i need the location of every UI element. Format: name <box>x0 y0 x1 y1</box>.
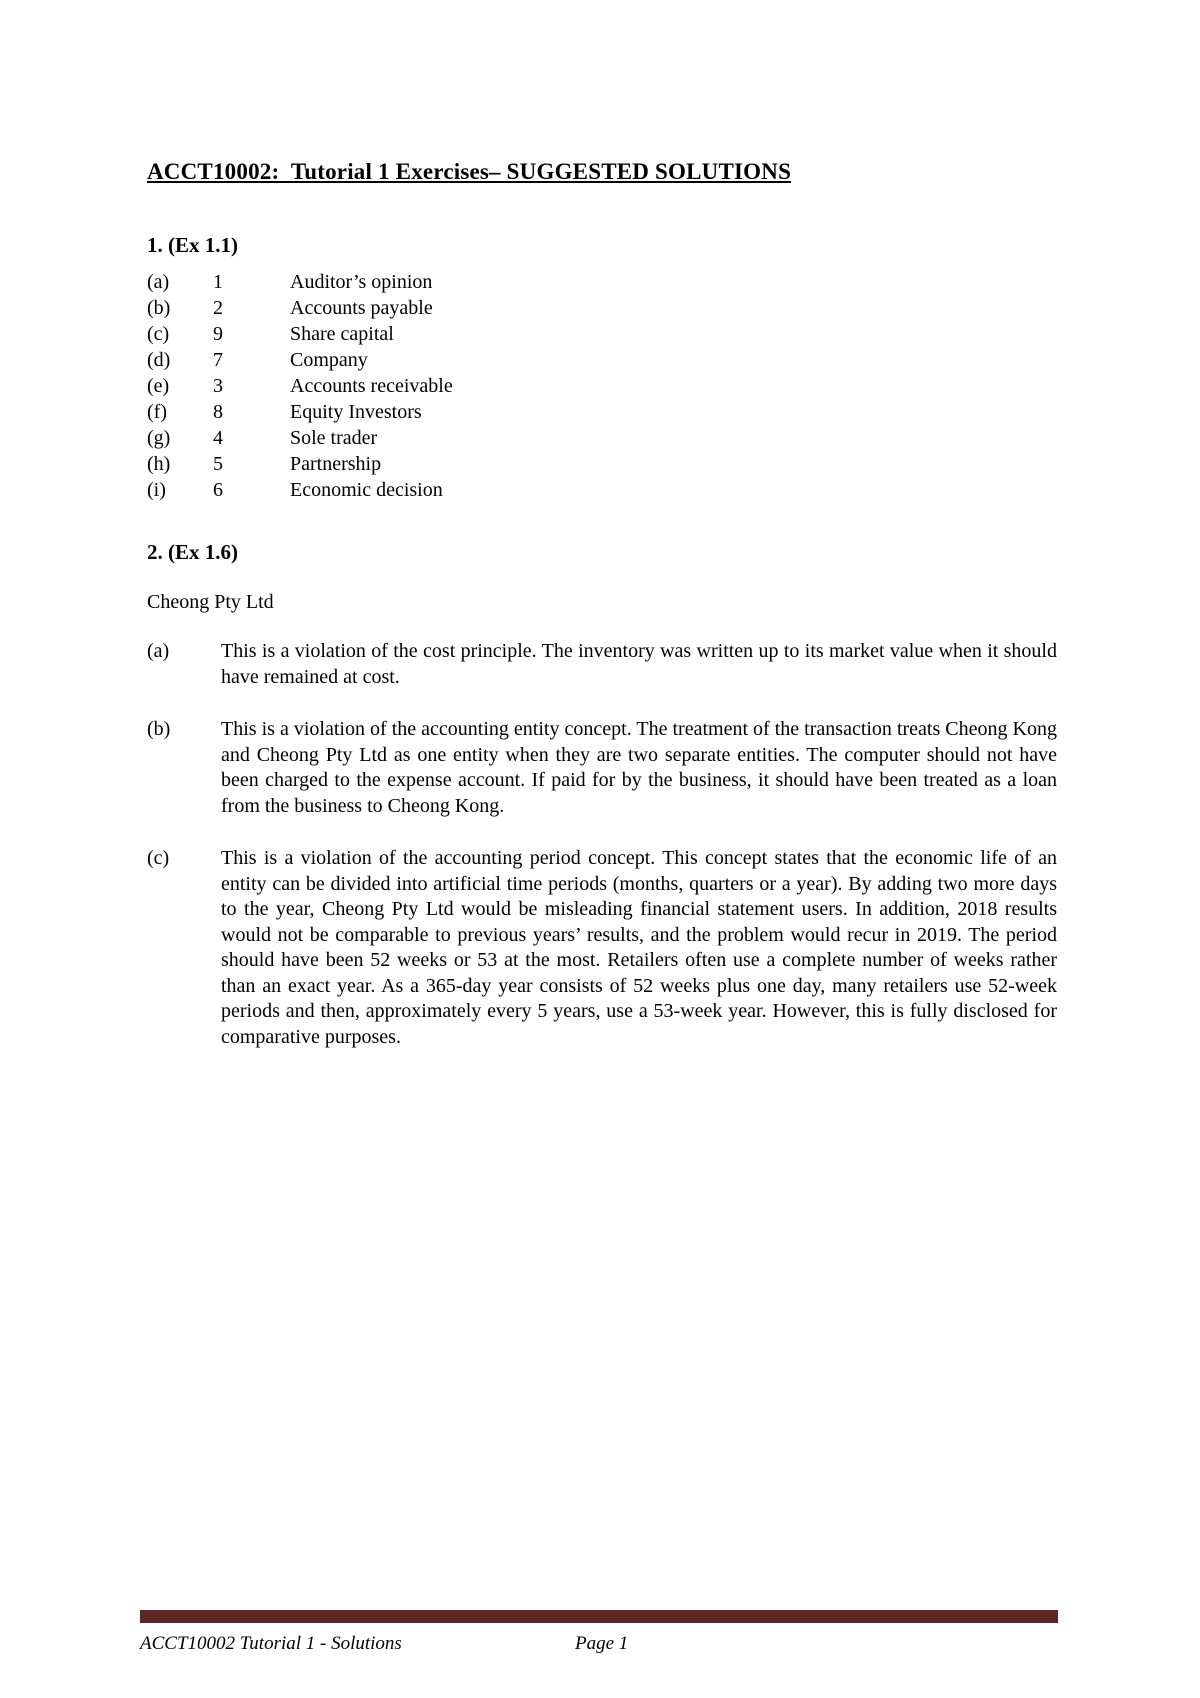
matching-answers-list <box>147 269 1057 503</box>
answer-letter: (a) <box>147 640 170 662</box>
item-number: 2 <box>213 297 223 319</box>
item-letter: (f) <box>147 401 167 423</box>
section1-heading: 1. (Ex 1.1) <box>147 233 238 257</box>
item-letter: (a) <box>147 271 170 293</box>
company-name: Cheong Pty Ltd <box>147 591 274 613</box>
item-letter: (c) <box>147 323 170 345</box>
list-item <box>147 477 1057 503</box>
section2-heading: 2. (Ex 1.6) <box>147 540 238 564</box>
item-term: Share capital <box>290 323 394 345</box>
item-number: 4 <box>213 427 223 449</box>
footer-text-row <box>140 1632 1058 1656</box>
answer-text: This is a violation of the cost principle. The inventory was written up to its market value when it should have remained at cost. <box>221 640 1057 688</box>
answer-paragraph <box>147 639 1057 690</box>
item-term: Accounts payable <box>290 297 433 319</box>
item-letter: (g) <box>147 427 171 449</box>
answer-paragraph <box>147 846 1057 1050</box>
item-number: 5 <box>213 453 223 475</box>
item-letter: (i) <box>147 479 166 501</box>
item-term: Economic decision <box>290 479 443 501</box>
item-term: Accounts receivable <box>290 375 453 397</box>
answer-paragraph <box>147 717 1057 819</box>
item-number: 1 <box>213 271 223 293</box>
page-footer <box>140 1610 1058 1656</box>
list-item <box>147 399 1057 425</box>
item-term: Equity Investors <box>290 401 422 423</box>
list-item <box>147 373 1057 399</box>
page-title: ACCT10002: Tutorial 1 Exercises– SUGGESTED SOLUTIONS <box>147 159 792 184</box>
item-term: Sole trader <box>290 427 378 449</box>
answer-text: This is a violation of the accounting period concept. This concept states that the economic life of an entity can be divided into artificial time periods (months, quarters or a year). By adding two more days to the year, Cheong Pty Ltd would be misleading financial statement users. In addition, 2018 results would not be comparable to previous years’ results, and the problem would recur in 2019. The period should have been 52 weeks or 53 at the most. Retailers often use a complete number of weeks rather than an exact year. As a 365-day year consists of 52 weeks plus one day, many retailers use 52-week periods and then, approximately every 5 years, use a 53-week year. However, this is fully disclosed for comparative purposes. <box>221 847 1057 1048</box>
list-item <box>147 269 1057 295</box>
document-content <box>147 0 1057 1050</box>
list-item <box>147 451 1057 477</box>
item-letter: (e) <box>147 375 170 397</box>
list-item <box>147 425 1057 451</box>
footer-page-number: Page 1 <box>575 1633 629 1654</box>
list-item <box>147 295 1057 321</box>
item-number: 3 <box>213 375 223 397</box>
list-item <box>147 321 1057 347</box>
footer-divider-bar <box>140 1610 1058 1623</box>
item-number: 9 <box>213 323 223 345</box>
answer-letter: (c) <box>147 847 170 869</box>
item-term: Auditor’s opinion <box>290 271 433 293</box>
item-letter: (b) <box>147 297 171 319</box>
list-item <box>147 347 1057 373</box>
item-number: 8 <box>213 401 223 423</box>
item-number: 6 <box>213 479 223 501</box>
item-letter: (d) <box>147 349 171 371</box>
item-number: 7 <box>213 349 223 371</box>
item-letter: (h) <box>147 453 171 475</box>
answer-text: This is a violation of the accounting entity concept. The treatment of the transaction treats Cheong Kong and Cheong Pty Ltd as one entity when they are two separate entities. The computer should not have been charged to the expense account. If paid for by the business, it should have been treated as a loan from the business to Cheong Kong. <box>221 718 1057 817</box>
footer-doc-title: ACCT10002 Tutorial 1 - Solutions <box>140 1633 402 1654</box>
item-term: Company <box>290 349 368 371</box>
item-term: Partnership <box>290 453 382 475</box>
answer-letter: (b) <box>147 718 171 740</box>
